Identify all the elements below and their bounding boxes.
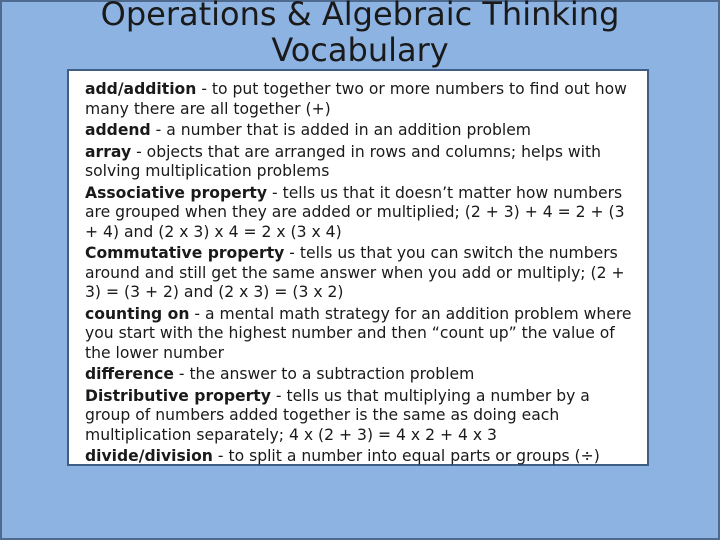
term-addend (85, 121, 637, 141)
slide-title-line2: Vocabulary (271, 31, 449, 69)
term-definition: - tells us that you can switch the numbers around and still get the same answer when you add or multiply; (2 + 3) = (3 + 2) and (2 x 3) = (3 x 2) (85, 244, 625, 301)
term-add-addition (85, 80, 637, 119)
term-divide-division (85, 447, 637, 467)
term-word: add/addition (85, 80, 197, 98)
term-word: addend (85, 121, 151, 139)
term-word: Commutative property (85, 244, 285, 262)
term-word: Distributive property (85, 386, 271, 405)
term-difference (85, 365, 637, 385)
term-associative-property (85, 184, 637, 243)
term-array (85, 143, 637, 182)
term-counting-on (85, 305, 637, 364)
term-definition: - to put together two or more numbers to find out how many there are all together (+) (85, 80, 627, 118)
term-word: difference (85, 365, 174, 383)
term-distributive-property (85, 387, 637, 446)
term-definition: - the answer to a subtraction problem (173, 365, 475, 383)
vocabulary-panel (67, 69, 649, 466)
term-word: array (85, 142, 132, 161)
term-commutative-property (85, 244, 637, 303)
term-definition: - a number that is added in an addition problem (150, 121, 531, 139)
term-definition: - tells us that it doesn’t matter how numbers are grouped when they are added or multiplied; (2 + 3) + 4 = 2 + (3 + 4) and (2 x 3) x 4 = 2 x (3 x 4) (85, 183, 625, 241)
term-word: counting on (85, 304, 190, 323)
slide-title (40, 0, 680, 68)
term-word: Associative property (85, 183, 268, 202)
term-definition: - objects that are arranged in rows and columns; helps with solving multiplication problems (85, 142, 602, 180)
term-definition: - a mental math strategy for an addition problem where you start with the highest number and then “count up” the value of the lower number (85, 304, 632, 362)
term-word: divide/division (85, 447, 213, 465)
term-definition: - tells us that multiplying a number by a group of numbers added together is the same as doing each multiplication separately; 4 x (2 + 3) = 4 x 2 + 4 x 3 (85, 386, 590, 444)
term-definition: - to split a number into equal parts or groups (÷) (212, 447, 600, 465)
slide-title-line1: Operations & Algebraic Thinking (100, 0, 620, 33)
